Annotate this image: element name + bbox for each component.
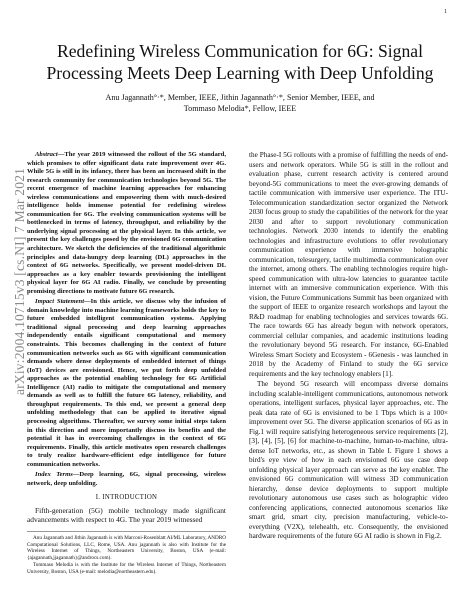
- intro-paragraph: Fifth-generation (5G) mobile technology made significant advancements with respect to 4G. The year 2019 witnessed: [27, 505, 226, 525]
- abstract: [27, 151, 226, 296]
- section-heading-introduction: I. INTRODUCTION: [95, 494, 158, 502]
- right-column: [249, 151, 448, 543]
- impact-statement-label: Impact Statement: [35, 298, 85, 306]
- abstract-text: —The year 2019 witnessed the rollout of the 5G standard, which promises to offer significant data rate improvement over 4G. While 5G is still in its infancy, there has been an increased shift in the research community for communication technologies beyond 5G. The recent emergence of machine learning approaches for enhancing wireless communications and empowering them with much-desired intelligence holds immense potential for redefining wireless communication for 6G. The evolving communication systems will be bottlenecked in terms of latency, throughput, and reliability by the underlying signal processing at the physical layer. In this article, we present the key challenges posed by the envisioned 6G communication architecture. We sketch the deficiencies of the traditional algorithmic principles and data-hungry deep learning (DL) approaches in the context of 6G networks. Specifically, we present model-driven DL approaches as a key enabler towards provisioning the intelligent physical layer for 6G AI radio. Finally, we conclude by presenting promising directions to motivate future 6G research.: [27, 151, 226, 295]
- index-terms-text: —Deep learning, 6G, signal processing, wireless network, deep unfolding.: [27, 471, 226, 487]
- paper-header: [40, 40, 440, 114]
- index-terms-label: Index Terms: [35, 471, 73, 479]
- author-line-1: Anu Jagannath°·*, Member, IEEE, Jithin Jagannath°·*, Senior Member, IEEE, and: [105, 93, 375, 102]
- footnote-1: Anu Jagannath and Jithin Jagannath is with Marconi-Rosenblatt AI/ML Laboratory, ANDRO Computational Solutions, LLC, Rome, USA. Anu jagannath is also with Institute for the Wireless Internet of Things, Northeastern University, Boston, USA (e-mail: {ajagannath,jjagannath}@androcs.com).: [27, 535, 226, 561]
- body-paragraph-2: The beyond 5G research will encompass diverse domains including scalable-intelligent communications, autonomous network operations, intelligent surfaces, physical layer approaches, etc. The peak data rate of 6G is envisioned to be 1 Tbps which is a 100× improvement over 5G. The diverse application scenarios of 6G as in Fig.1 will require satisfying heterogeneous service requirements [2], [3], [4], [5], [6] for machine-to-machine, human-to-machine, ultra-dense IoT networks, etc., as shown in Table I. Figure 1 shows a bird's eye view of how in each envisioned 6G use case deep unfolding physical layer approach can serve as the key enabler. The envisioned 6G communication will witness 3D communication hierarchy, dense device deployments to support multiple revolutionary autonomous use cases such as holographic video conferencing applications, connected autonomous scenarios like smart grid, smart city, precision manufacturing, vehicle-to-everything (V2X), telehealth, etc. Consequently, the envisioned hardware requirements of the future 6G AI radio is shown in Fig.2.: [249, 380, 448, 540]
- author-line-2: Tommaso Melodia*, Fellow, IEEE: [183, 103, 297, 113]
- footnote-2: Tommaso Melodia is with the Institute for the Wireless Internet of Things, Northeastern University, Boston, USA (e-mail: melodia@northeastern.edu).: [27, 562, 226, 575]
- index-terms: [27, 471, 226, 488]
- paper-title: Redefining Wireless Communication for 6G: Signal Processing Meets Deep Learning with Deep Unfolding: [46, 41, 434, 83]
- page-number: 1: [444, 9, 447, 15]
- body-paragraph-1: the Phase-I 5G rollouts with a promise of fulfilling the needs of end-users and network operators. While 5G is still in the rollout and evaluation phase, current research activity is centered around beyond-5G communications to meet the ever-growing demands of tactile communication with immersive user experience. The ITU-Telecommunication standardization sector organized the Network 2030 focus group to study the capabilities of the network for the year 2030 and after to support revolutionary communication technologies. Network 2030 intends to identify the enabling technologies and infrastructure evolutions to offer revolutionary communication experience with immersive holographic communication, telesurgery, tactile multimedia communication over the internet, among others. The enabling technologies require high-speed communication with ultra-low latencies to guarantee tactile internet with an immersive communication experience. With this vision, the Future Communications Summit has been organized with the support of IEEE to organize research workshops and layout the R&D roadmap for enabling technologies and services towards 6G. The race towards 6G has already begun with network operators, commercial cellular companies, and academic institutions leading the revolutionary beyond 5G research. For instance, 6G-Enabled Wireless Smart Society and Ecosystem - 6Genesis - was launched in 2018 by the Academy of Finland to study the 6G service requirements and the key technology enablers [1].: [249, 151, 448, 378]
- abstract-label: Abstract: [35, 151, 58, 158]
- left-column: [27, 151, 226, 576]
- arxiv-identifier-stamp[interactable]: arXiv:2004.10715v3 [cs.NI] 7 Mar 2021: [12, 167, 27, 395]
- author-footnotes: [27, 531, 226, 575]
- author-list: [40, 93, 440, 114]
- impact-statement-text: —In this article, we discuss why the infusion of domain knowledge into machine learning frameworks holds the key to future embedded intelligent communication systems. Applying traditional signal processing and deep learning approaches independently entails significant computational and memory constraints. This becomes challenging in the context of future communication networks such as 6G with significant communication demands where dense deployments of embedded internet of things (IoT) devices are envisioned. Hence, we put forth deep unfolded approaches as the potential enabling technology for 6G Artificial Intelligence (AI) radio to mitigate the computational and memory demands as well as to fulfill the future 6G latency, reliability, and throughput requirements. To this end, we present a general deep unfolding methodology that can be applied to iterative signal processing algorithms. Thereafter, we survey some initial steps taken in this direction and more importantly discuss its benefits and the potential it has in overcoming challenges in the context of 6G requirements. Finally, this article motivates open research challenges to truly realize hardware-efficient edge intelligence for future communication networks.: [27, 298, 226, 468]
- impact-statement: [27, 298, 226, 469]
